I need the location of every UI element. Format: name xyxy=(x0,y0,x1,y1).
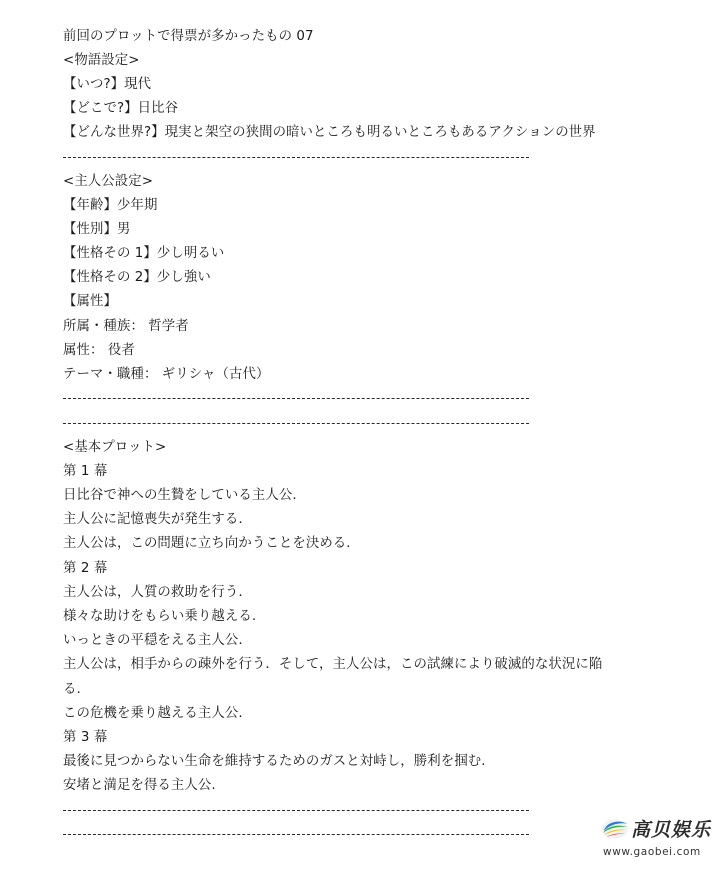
protagonist-affiliation: 所属・種族： 哲学者 xyxy=(63,319,189,334)
act-heading: 第 1 幕 xyxy=(63,464,108,479)
plot-line: 主人公に記憶喪失が発生する. xyxy=(63,512,243,527)
plot-line: 最後に見つからない生命を維持するためのガスと対峙し，勝利を掴む. xyxy=(63,754,486,769)
section-heading-story: <物語設定> xyxy=(63,53,140,68)
separator-line xyxy=(63,423,529,424)
protagonist-personality-1: 【性格その 1】少し明るい xyxy=(63,246,225,261)
plot-line: 日比谷で神への生贄をしている主人公. xyxy=(63,488,297,503)
story-when: 【いつ?】現代 xyxy=(63,77,152,92)
separator-line xyxy=(63,157,529,158)
watermark-name: 高贝娱乐 xyxy=(631,819,712,841)
plot-line: 主人公は，相手からの疎外を行う．そして，主人公は，この試練により破滅的な状況に陥 xyxy=(63,657,603,672)
act-heading: 第 3 幕 xyxy=(63,730,108,745)
plot-line: 安堵と満足を得る主人公. xyxy=(63,778,216,793)
plot-line: いっときの平穏をえる主人公. xyxy=(63,633,243,648)
plot-line: 主人公は，この問題に立ち向かうことを決める. xyxy=(63,536,351,551)
story-world: 【どんな世界?】現実と架空の狭間の暗いところも明るいところもあるアクションの世界 xyxy=(63,125,596,140)
plot-line: 主人公は，人質の救助を行う. xyxy=(63,585,243,600)
plot-line: 様々な助けをもらい乗り越える. xyxy=(63,609,257,624)
section-heading-protagonist: <主人公設定> xyxy=(63,174,154,189)
act-heading: 第 2 幕 xyxy=(63,561,108,576)
separator-line xyxy=(63,834,529,835)
protagonist-theme: テーマ・職種： ギリシャ（古代） xyxy=(63,367,270,382)
watermark-logo xyxy=(601,812,719,862)
protagonist-age: 【年齢】少年期 xyxy=(63,198,158,213)
separator-line xyxy=(63,398,529,399)
protagonist-attribute-heading: 【属性】 xyxy=(63,294,117,309)
plot-line: この危機を乗り越える主人公. xyxy=(63,706,243,721)
section-heading-plot: <基本プロット> xyxy=(63,440,167,455)
separator-line xyxy=(63,810,529,811)
watermark-url: www.gaobei.com xyxy=(603,846,701,858)
plot-line-continued: る. xyxy=(63,682,81,697)
document-title: 前回のプロットで得票が多かったもの 07 xyxy=(63,29,314,44)
story-where: 【どこで?】日比谷 xyxy=(63,101,179,116)
rainbow-swirl-icon xyxy=(601,818,631,840)
protagonist-gender: 【性別】男 xyxy=(63,222,131,237)
protagonist-attribute: 属性： 役者 xyxy=(63,343,135,358)
protagonist-personality-2: 【性格その 2】少し強い xyxy=(63,270,211,285)
